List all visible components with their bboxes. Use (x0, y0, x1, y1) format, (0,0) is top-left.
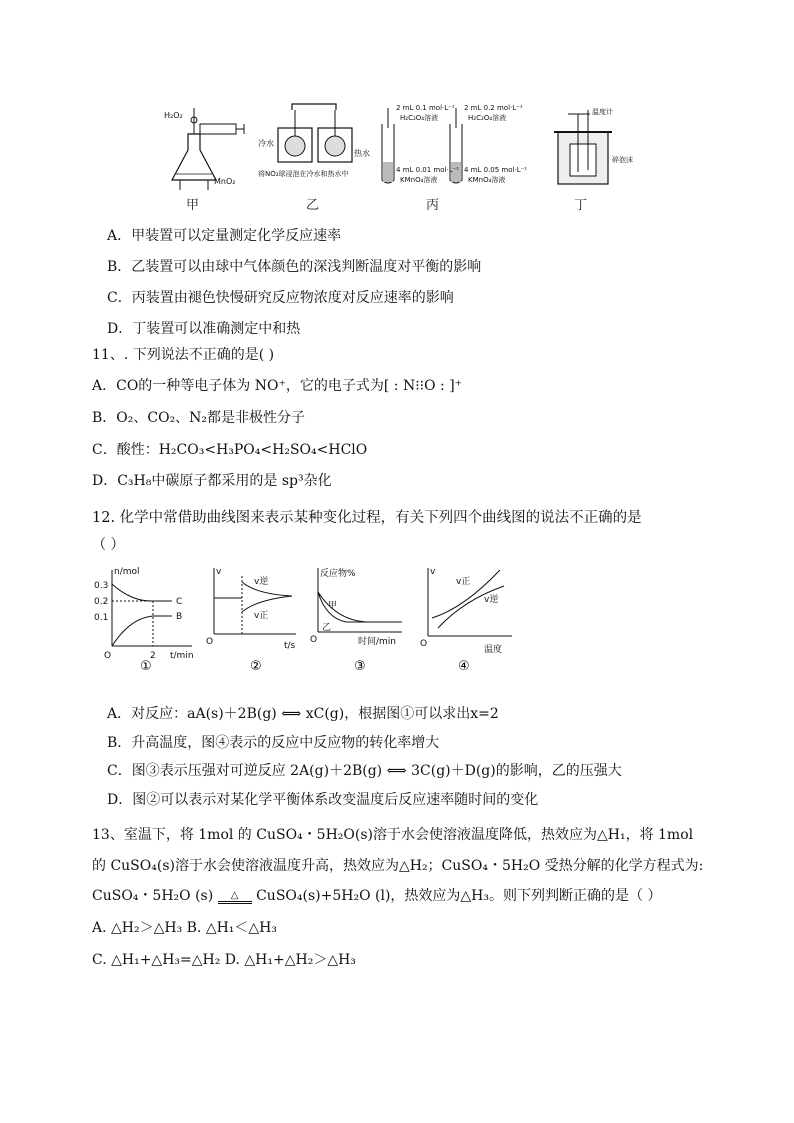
c3-number: ③ (354, 659, 366, 672)
c1-xtick: 2 (150, 651, 156, 661)
cold-water-label: 冷水 (258, 139, 274, 148)
c1-ytick-1: 0.3 (94, 581, 109, 591)
c4-label-rev: v逆 (484, 595, 499, 605)
chart-1 (92, 562, 202, 672)
c1-number: ① (140, 659, 152, 672)
c4-label-fwd: v正 (456, 577, 471, 587)
q11-option-c: C．酸性：H₂CO₃<H₃PO₄<H₂SO₄<HClO (92, 442, 368, 458)
c3-xlabel: 时间/min (358, 637, 397, 647)
c2-origin: O (206, 637, 214, 647)
q13-line-2: 的 CuSO₄(s)溶于水会使溶液温度升高，热效应为△H₂；CuSO₄・5H₂O 受热分解的化学方程式为: (92, 858, 704, 874)
q12-option-c: C．图③表示压强对可逆反应 2A(g)＋2B(g) ⟺ 3C(g)＋D(g)的影响，乙的压强大 (107, 763, 622, 779)
c3-label-yi: 乙 (322, 623, 332, 633)
q10-option-c: C．丙装置由褪色快慢研究反应物浓度对反应速率的影响 (107, 290, 454, 306)
thermometer-label: 温度计 (592, 108, 613, 116)
apparatus-yi (258, 104, 370, 178)
bing-left-bot2: KMnO₄溶液 (400, 176, 438, 184)
c3-label-jia: 甲 (328, 601, 338, 611)
q12-option-a: A．对反应：aA(s)＋2B(g) ⟺ xC(g)，根据图①可以求出x=2 (107, 706, 499, 722)
q10-option-d: D．丁装置可以准确测定中和热 (107, 321, 301, 337)
q12-option-d: D．图②可以表示对某化学平衡体系改变温度后反应速率随时间的变化 (107, 792, 539, 808)
bing-right-top2: H₂C₂O₄溶液 (468, 114, 507, 122)
h2o2-label: H₂O₂ (164, 111, 183, 120)
mno2-label: MnO₂ (214, 177, 236, 186)
c4-xlabel: 温度 (484, 645, 503, 655)
apparatus-jia (164, 108, 244, 190)
q11-stem: 11、. 下列说法不正确的是( ) (92, 347, 275, 363)
c1-xlabel: t/min (170, 651, 194, 661)
bing-left-bot: 4 mL 0.01 mol·L⁻¹ (396, 166, 460, 174)
c3-ylabel: 反应物% (320, 569, 356, 579)
chart-4 (414, 562, 518, 672)
caption-jia: 甲 (186, 198, 200, 213)
foam-label: 碎泡沫 (612, 156, 633, 164)
bing-left-top: 2 mL 0.1 mol·L⁻¹ (396, 104, 455, 112)
c3-origin: O (310, 635, 318, 645)
c1-curve-c (112, 584, 172, 601)
chart-2 (200, 562, 306, 672)
q12-paren: （ ） (92, 537, 125, 553)
q12-stem: 12. 化学中常借助曲线图来表示某种变化过程，有关下列四个曲线图的说法不正确的是 (92, 510, 642, 526)
q13-line-3 (92, 887, 661, 906)
caption-yi: 乙 (306, 198, 320, 213)
apparatus-ding (554, 107, 633, 184)
q13-reactant: CuSO₄・5H₂O (s) (92, 888, 214, 904)
no2-note: 将NO₂球浸泡在冷水和热水中 (258, 170, 349, 178)
c2-number: ② (250, 659, 262, 672)
apparatus-bing (382, 104, 527, 184)
bing-right-bot: 4 mL 0.05 mol·L⁻¹ (464, 166, 528, 174)
q12-option-b: B．升高温度，图④表示的反应中反应物的转化率增大 (107, 735, 440, 751)
q11-option-d: D．C₃H₈中碳原子都采用的是 sp³杂化 (92, 473, 332, 489)
caption-bing: 丙 (426, 198, 440, 213)
c4-curve-rev (438, 586, 504, 628)
c4-origin: O (420, 639, 428, 649)
c1-ytick-2: 0.2 (94, 597, 109, 607)
q11-option-b: B．O₂、CO₂、N₂都是非极性分子 (92, 410, 306, 426)
c4-ylabel: v (430, 567, 436, 577)
q10-option-a: A．甲装置可以定量测定化学反应速率 (107, 228, 342, 244)
c1-origin: O (104, 651, 112, 661)
c2-label-fwd: v正 (254, 611, 269, 621)
bing-left-top2: H₂C₂O₄溶液 (400, 114, 439, 122)
q10-option-b: B．乙装置可以由球中气体颜色的深浅判断温度对平衡的影响 (107, 259, 482, 275)
q13-options-cd: C. △H₁+△H₃=△H₂ D. △H₁+△H₂＞△H₃ (92, 952, 356, 968)
heat-arrow: △ (218, 891, 252, 904)
c1-curve-b (112, 616, 172, 646)
q13-line-1: 13、室温下，将 1mol 的 CuSO₄・5H₂O(s)溶于水会使溶液温度降低，热效应为△H₁，将 1mol (92, 827, 694, 843)
c2-curve-fwd (242, 596, 292, 612)
c1-label-c: C (176, 597, 183, 607)
bing-right-bot2: KMnO₄溶液 (468, 176, 506, 184)
hot-water-label: 热水 (354, 149, 370, 158)
q11-option-a: A．CO的一种等电子体为 NO⁺，它的电子式为[ : N⁝⁝O : ]⁺ (92, 378, 463, 394)
apparatus-figure (160, 100, 640, 200)
bing-right-top: 2 mL 0.2 mol·L⁻¹ (464, 104, 523, 112)
caption-ding: 丁 (574, 198, 588, 213)
c2-ylabel: v (216, 567, 222, 577)
c1-label-b: B (176, 612, 183, 622)
q13-options-ab: A. △H₂＞△H₃ B. △H₁＜△H₃ (92, 920, 278, 936)
c2-label-rev: v逆 (254, 577, 269, 587)
chart-3 (306, 562, 412, 672)
c1-ylabel: n/mol (114, 567, 140, 577)
c1-ytick-3: 0.1 (94, 613, 109, 623)
c2-xlabel: t/s (284, 641, 296, 651)
q13-products: CuSO₄(s)+5H₂O (l)，热效应为△H₃。则下列判断正确的是（ ） (256, 888, 662, 904)
c4-number: ④ (458, 659, 470, 672)
